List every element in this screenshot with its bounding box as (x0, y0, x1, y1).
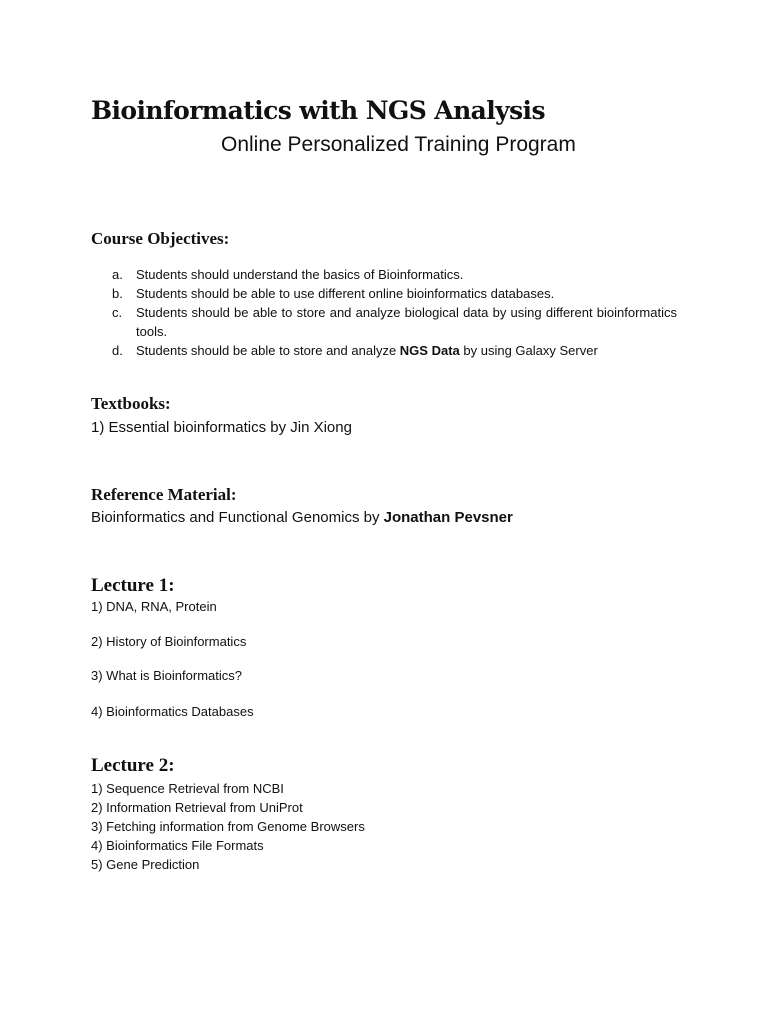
objective-text-end: by using Galaxy Server (459, 343, 598, 358)
lecture2-item: 1) Sequence Retrieval from NCBI (91, 781, 284, 796)
objective-emphasis: NGS Data (399, 343, 460, 358)
objective-letter: c. (112, 305, 123, 320)
reference-title: Bioinformatics and Functional Genomics by (91, 509, 384, 526)
objective-text-start: Students should be able to store and analyze (136, 343, 400, 358)
lecture2-list (91, 779, 365, 874)
lecture2-item: 2) Information Retrieval from UniProt (91, 800, 303, 815)
textbook-item: 1) Essential bioinformatics by Jin Xiong (91, 419, 352, 436)
lecture2-heading: Lecture 2: (91, 755, 175, 776)
document-title: Bioinformatics with NGS Analysis (91, 96, 545, 125)
lecture1-item: 1) DNA, RNA, Protein (91, 599, 217, 614)
objective-letter: a. (112, 267, 123, 282)
course-objectives-heading: Course Objectives: (91, 229, 230, 248)
objective-text: Students should understand the basics of Bioinformatics. (136, 267, 464, 282)
objective-text: Students should be able to use different online bioinformatics databases. (136, 286, 555, 301)
course-objectives-list (112, 265, 677, 360)
textbooks-heading: Textbooks: (91, 394, 171, 413)
objective-item (112, 303, 677, 341)
objective-item (112, 284, 677, 303)
objective-text: Students should be able to store and analyze biological data by using different bioinformatics tools. (136, 305, 677, 339)
lecture2-item: 3) Fetching information from Genome Browsers (91, 819, 365, 834)
objective-item (112, 341, 677, 360)
reference-author: Jonathan Pevsner (383, 509, 513, 526)
lecture1-item: 3) What is Bioinformatics? (91, 668, 242, 683)
reference-heading: Reference Material: (91, 485, 237, 504)
document-subtitle: Online Personalized Training Program (221, 133, 576, 156)
lecture1-item: 2) History of Bioinformatics (91, 634, 247, 649)
objective-letter: b. (112, 286, 123, 301)
lecture1-item: 4) Bioinformatics Databases (91, 704, 254, 719)
objective-letter: d. (112, 343, 123, 358)
lecture1-heading: Lecture 1: (91, 575, 175, 596)
lecture2-item: 5) Gene Prediction (91, 857, 200, 872)
objective-item (112, 265, 677, 284)
lecture2-item: 4) Bioinformatics File Formats (91, 838, 264, 853)
reference-item (91, 509, 513, 526)
